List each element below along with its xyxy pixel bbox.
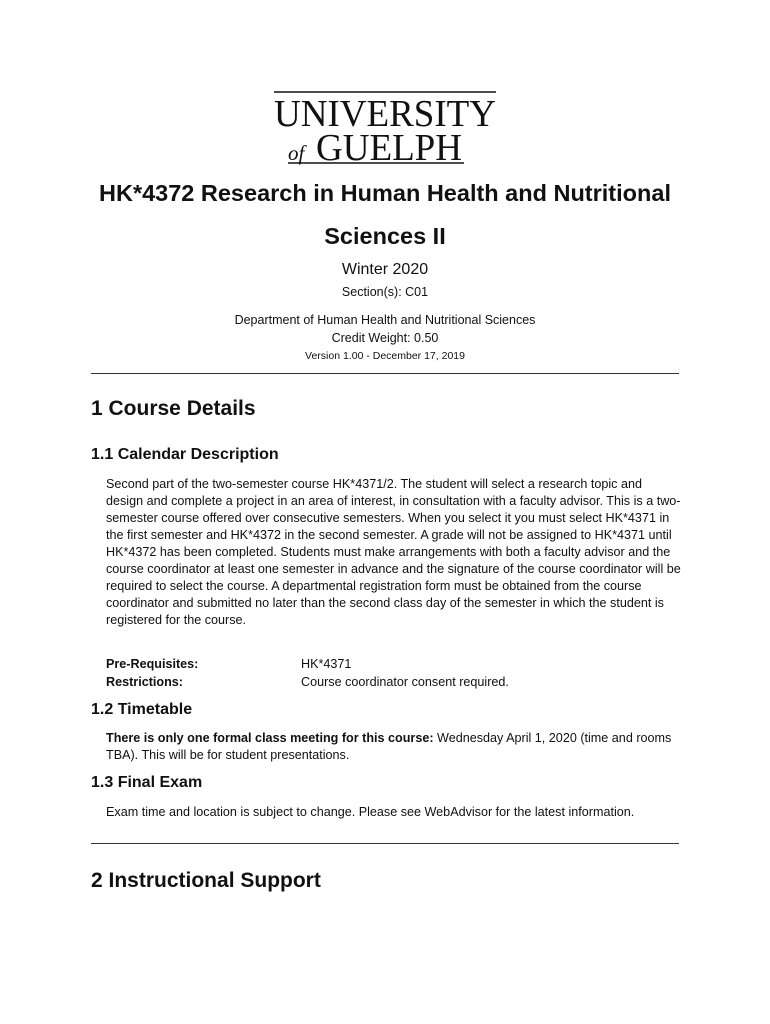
section-heading-course-details: 1 Course Details — [91, 397, 256, 420]
prerequisites-value: HK*4371 — [301, 657, 352, 671]
final-exam-text: Exam time and location is subject to change. Please see WebAdvisor for the latest information. — [106, 805, 635, 819]
prerequisites-label: Pre-Requisites: — [106, 657, 199, 671]
divider — [91, 373, 679, 374]
sections: Section(s): C01 — [341, 285, 429, 299]
timetable-text — [106, 730, 681, 764]
credit-weight: Credit Weight: 0.50 — [331, 331, 439, 345]
prerequisites-row — [106, 656, 631, 674]
restrictions-value: Course coordinator consent required. — [301, 674, 509, 689]
term: Winter 2020 — [341, 261, 429, 278]
logo-line2: GUELPH — [316, 127, 462, 166]
version: Version 1.00 - December 17, 2019 — [305, 350, 465, 362]
subheading-timetable: 1.2 Timetable — [91, 701, 193, 718]
timetable-detail-text: Wednesday April 1, 2020 (time and rooms TBA). This will be for student presentations. — [106, 731, 672, 762]
calendar-description-text: Second part of the two-semester course HK*4371/2. The student will select a research topic and design and complete a project in an area of interest, in consultation with a faculty advisor. This is a two-semester course offered over consecutive semesters. When you select it you must select HK*4371 in the first semester and HK*4372 in the second semester. A grade will not be assigned to HK*4371 until HK*4372 has been completed. Students must make arrangements with both a faculty advisor and the course coordinator at least one semester in advance and the signature of the course coordinator will be required to select the course. A departmental registration form must be obtained from the course coordinator and submitted no later than the second class day of the semester in which the student is registered for the course. — [106, 477, 681, 627]
subheading-final-exam: 1.3 Final Exam — [91, 774, 203, 791]
section-heading-instructional-support: 2 Instructional Support — [91, 869, 321, 892]
logo-line1: UNIVERSITY — [274, 93, 496, 135]
logo-of: of — [288, 141, 305, 165]
subheading-calendar-description: 1.1 Calendar Description — [91, 446, 279, 463]
course-title: HK*4372 Research in Human Health and Nutritional Sciences II — [99, 180, 671, 249]
university-logo — [274, 90, 496, 166]
timetable-bold-text: There is only one formal class meeting for this course: — [106, 731, 434, 745]
restrictions-label: Restrictions: — [106, 674, 183, 689]
course-requirements — [106, 656, 631, 691]
department: Department of Human Health and Nutritional Sciences — [234, 313, 536, 327]
divider — [91, 843, 679, 844]
restrictions-row — [106, 674, 631, 692]
